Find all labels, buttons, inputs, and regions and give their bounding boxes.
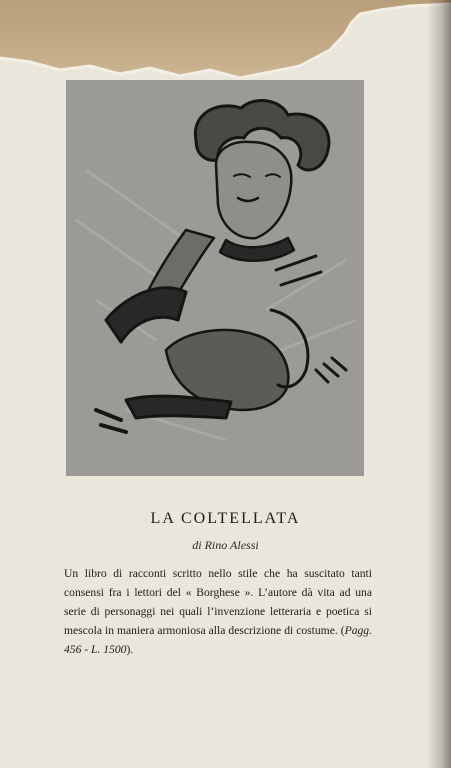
book-description [64, 564, 372, 659]
book-author: di Rino Alessi [192, 538, 259, 552]
book-title: LA COLTELLATA [150, 510, 301, 527]
spine-shadow [427, 0, 451, 768]
description-close: ). [126, 643, 134, 656]
torn-paper-strip [0, 0, 451, 82]
cover-illustration [66, 80, 364, 476]
price-pages: Pagg. 456 - L. 1500 [64, 624, 372, 656]
description-text: Un libro di racconti scritto nello stile che ha suscitato tanti consensi fra i lettori del « Borghese ». L’autore dà vita ad una serie di personaggi nei quali l’invenzione letteraria e poetica si mescola in maniera armoniosa alla descrizione di costume. ( [64, 567, 372, 637]
